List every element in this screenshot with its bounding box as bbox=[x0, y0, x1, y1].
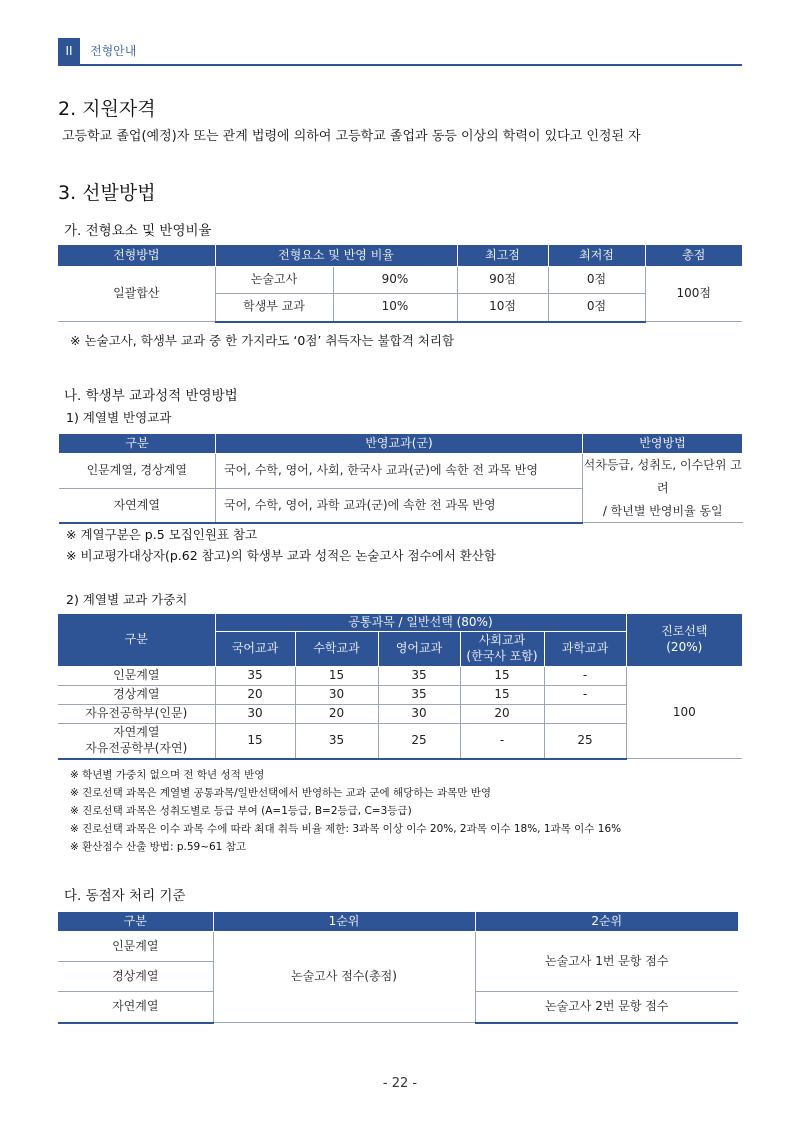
th-gubun: 구분 bbox=[58, 912, 213, 932]
note-zero-score: ※ 논술고사, 학생부 교과 중 한 가지라도 ‘0점’ 취득자는 불합격 처리함 bbox=[70, 333, 455, 348]
note-track-division: ※ 계열구분은 p.5 모집인원표 참고 bbox=[66, 527, 258, 542]
th-gubun: 구분 bbox=[59, 434, 216, 454]
cell-track: 자유전공학부(인문) bbox=[58, 705, 215, 724]
cell-value: 25 bbox=[378, 724, 460, 759]
cell-value: 20 bbox=[215, 686, 295, 705]
cell-track: 인문계열 bbox=[58, 667, 215, 686]
cell-subjects: 국어, 수학, 영어, 사회, 한국사 교과(군)에 속한 전 과목 반영 bbox=[216, 454, 583, 489]
cell-track: 자연계열 bbox=[59, 489, 216, 523]
th-career-line2: (20%) bbox=[666, 640, 703, 654]
note-weight-5: ※ 환산점수 산출 방법: p.59~61 참고 bbox=[70, 841, 246, 853]
cell-value: 15 bbox=[215, 724, 295, 759]
cell-value: 35 bbox=[295, 724, 378, 759]
th-social-line1: 사회교과 bbox=[478, 633, 526, 648]
th-first: 1순위 bbox=[213, 912, 475, 932]
cell-value bbox=[544, 705, 626, 724]
cell-second-b: 논술고사 2번 문항 점수 bbox=[475, 992, 738, 1023]
cell-method: 일괄합산 bbox=[58, 267, 215, 322]
th-career bbox=[626, 614, 742, 667]
section-title: 전형안내 bbox=[90, 44, 137, 58]
cell-value: 20 bbox=[460, 705, 544, 724]
cell-value: 15 bbox=[460, 667, 544, 686]
cell-track bbox=[58, 724, 215, 759]
th-english: 영어교과 bbox=[378, 632, 460, 667]
method-line-1: 석차등급, 성취도, 이수단위 고려 bbox=[583, 458, 742, 495]
heading-ga: 가. 전형요소 및 반영비율 bbox=[64, 223, 212, 239]
cell-value: - bbox=[544, 686, 626, 705]
cell-value: 15 bbox=[460, 686, 544, 705]
cell-value: 35 bbox=[378, 667, 460, 686]
th-social-line2: (한국사 포함) bbox=[466, 649, 538, 663]
subject-reflection-table bbox=[58, 433, 743, 524]
cell-total: 100점 bbox=[645, 267, 742, 322]
eligibility-text: 고등학교 졸업(예정)자 또는 관계 법령에 의하여 고등학교 졸업과 동등 이상의 학력이 있다고 인정된 자 bbox=[62, 129, 641, 144]
cell-ratio: 90% bbox=[333, 267, 457, 294]
th-second: 2순위 bbox=[475, 912, 738, 932]
cell-value: - bbox=[460, 724, 544, 759]
cell-min: 0점 bbox=[548, 267, 645, 294]
th-korean: 국어교과 bbox=[215, 632, 295, 667]
th-element-ratio: 전형요소 및 반영 비율 bbox=[215, 245, 457, 267]
cell-value: 25 bbox=[544, 724, 626, 759]
cell-value: 15 bbox=[295, 667, 378, 686]
note-weight-3: ※ 진로선택 과목은 성취도별로 등급 부여 (A=1등급, B=2등급, C=3등급) bbox=[70, 805, 412, 817]
cell-value: 30 bbox=[295, 686, 378, 705]
cell-track: 자연계열 bbox=[58, 992, 213, 1023]
th-max: 최고점 bbox=[457, 245, 548, 267]
note-weight-4: ※ 진로선택 과목은 이수 과목 수에 따라 최대 취득 비율 제한: 3과목 이상 이수 20%, 2과목 이수 18%, 1과목 이수 16% bbox=[70, 823, 622, 835]
cell-ratio: 10% bbox=[333, 294, 457, 322]
cell-element: 논술고사 bbox=[215, 267, 333, 294]
note-comparison: ※ 비교평가대상자(p.62 참고)의 학생부 교과 성적은 논술고사 점수에서 환산함 bbox=[66, 548, 497, 563]
cell-first: 논술고사 점수(총점) bbox=[213, 932, 475, 1023]
cell-max: 90점 bbox=[457, 267, 548, 294]
cell-track: 경상계열 bbox=[58, 686, 215, 705]
page-number: - 22 - bbox=[382, 1076, 418, 1091]
heading-selection-method: 3. 선발방법 bbox=[58, 182, 156, 204]
th-total: 총점 bbox=[645, 245, 742, 267]
th-method: 전형방법 bbox=[58, 245, 215, 267]
cell-value: 20 bbox=[295, 705, 378, 724]
cell-value: 30 bbox=[215, 705, 295, 724]
cell-max: 10점 bbox=[457, 294, 548, 322]
note-weight-2: ※ 진로선택 과목은 계열별 공통과목/일반선택에서 반영하는 교과 군에 해당하는 과목만 반영 bbox=[70, 787, 492, 799]
page-header bbox=[58, 38, 742, 66]
cell-min: 0점 bbox=[548, 294, 645, 322]
selection-ratio-table bbox=[58, 244, 742, 323]
th-subjects: 반영교과(군) bbox=[216, 434, 583, 454]
th-reflect-method: 반영방법 bbox=[583, 434, 743, 454]
cell-track: 경상계열 bbox=[58, 962, 213, 992]
note-weight-1: ※ 학년별 가중치 없으며 전 학년 성적 반영 bbox=[70, 769, 265, 781]
tie-break-table bbox=[58, 911, 738, 1024]
heading-na: 나. 학생부 교과성적 반영방법 bbox=[64, 388, 238, 404]
cell-value: 35 bbox=[215, 667, 295, 686]
th-social bbox=[460, 632, 544, 667]
cell-career-value: 100 bbox=[626, 667, 742, 759]
th-science: 과학교과 bbox=[544, 632, 626, 667]
cell-element: 학생부 교과 bbox=[215, 294, 333, 322]
heading-na-1: 1) 계열별 반영교과 bbox=[66, 410, 172, 425]
heading-da: 다. 동점자 처리 기준 bbox=[64, 888, 186, 904]
cell-second-a: 논술고사 1번 문항 점수 bbox=[475, 932, 738, 992]
track-line1: 자연계열 bbox=[113, 725, 160, 740]
section-number-badge: II bbox=[58, 38, 80, 64]
th-common: 공통과목 / 일반선택 (80%) bbox=[215, 614, 626, 632]
th-math: 수학교과 bbox=[295, 632, 378, 667]
cell-value: 30 bbox=[378, 705, 460, 724]
method-line-2: / 학년별 반영비율 동일 bbox=[602, 503, 723, 518]
heading-na-2: 2) 계열별 교과 가중치 bbox=[66, 592, 188, 607]
cell-track: 인문계열, 경상계열 bbox=[59, 454, 216, 489]
cell-value: 35 bbox=[378, 686, 460, 705]
th-career-line1: 진로선택 bbox=[661, 624, 708, 639]
cell-track: 인문계열 bbox=[58, 932, 213, 962]
th-gubun: 구분 bbox=[58, 614, 215, 667]
cell-reflect-method bbox=[583, 454, 743, 523]
track-line2: 자유전공학부(자연) bbox=[85, 740, 188, 755]
cell-value: - bbox=[544, 667, 626, 686]
th-min: 최저점 bbox=[548, 245, 645, 267]
heading-eligibility: 2. 지원자격 bbox=[58, 98, 156, 120]
subject-weight-table bbox=[58, 613, 742, 760]
cell-subjects: 국어, 수학, 영어, 과학 교과(군)에 속한 전 과목 반영 bbox=[216, 489, 583, 523]
